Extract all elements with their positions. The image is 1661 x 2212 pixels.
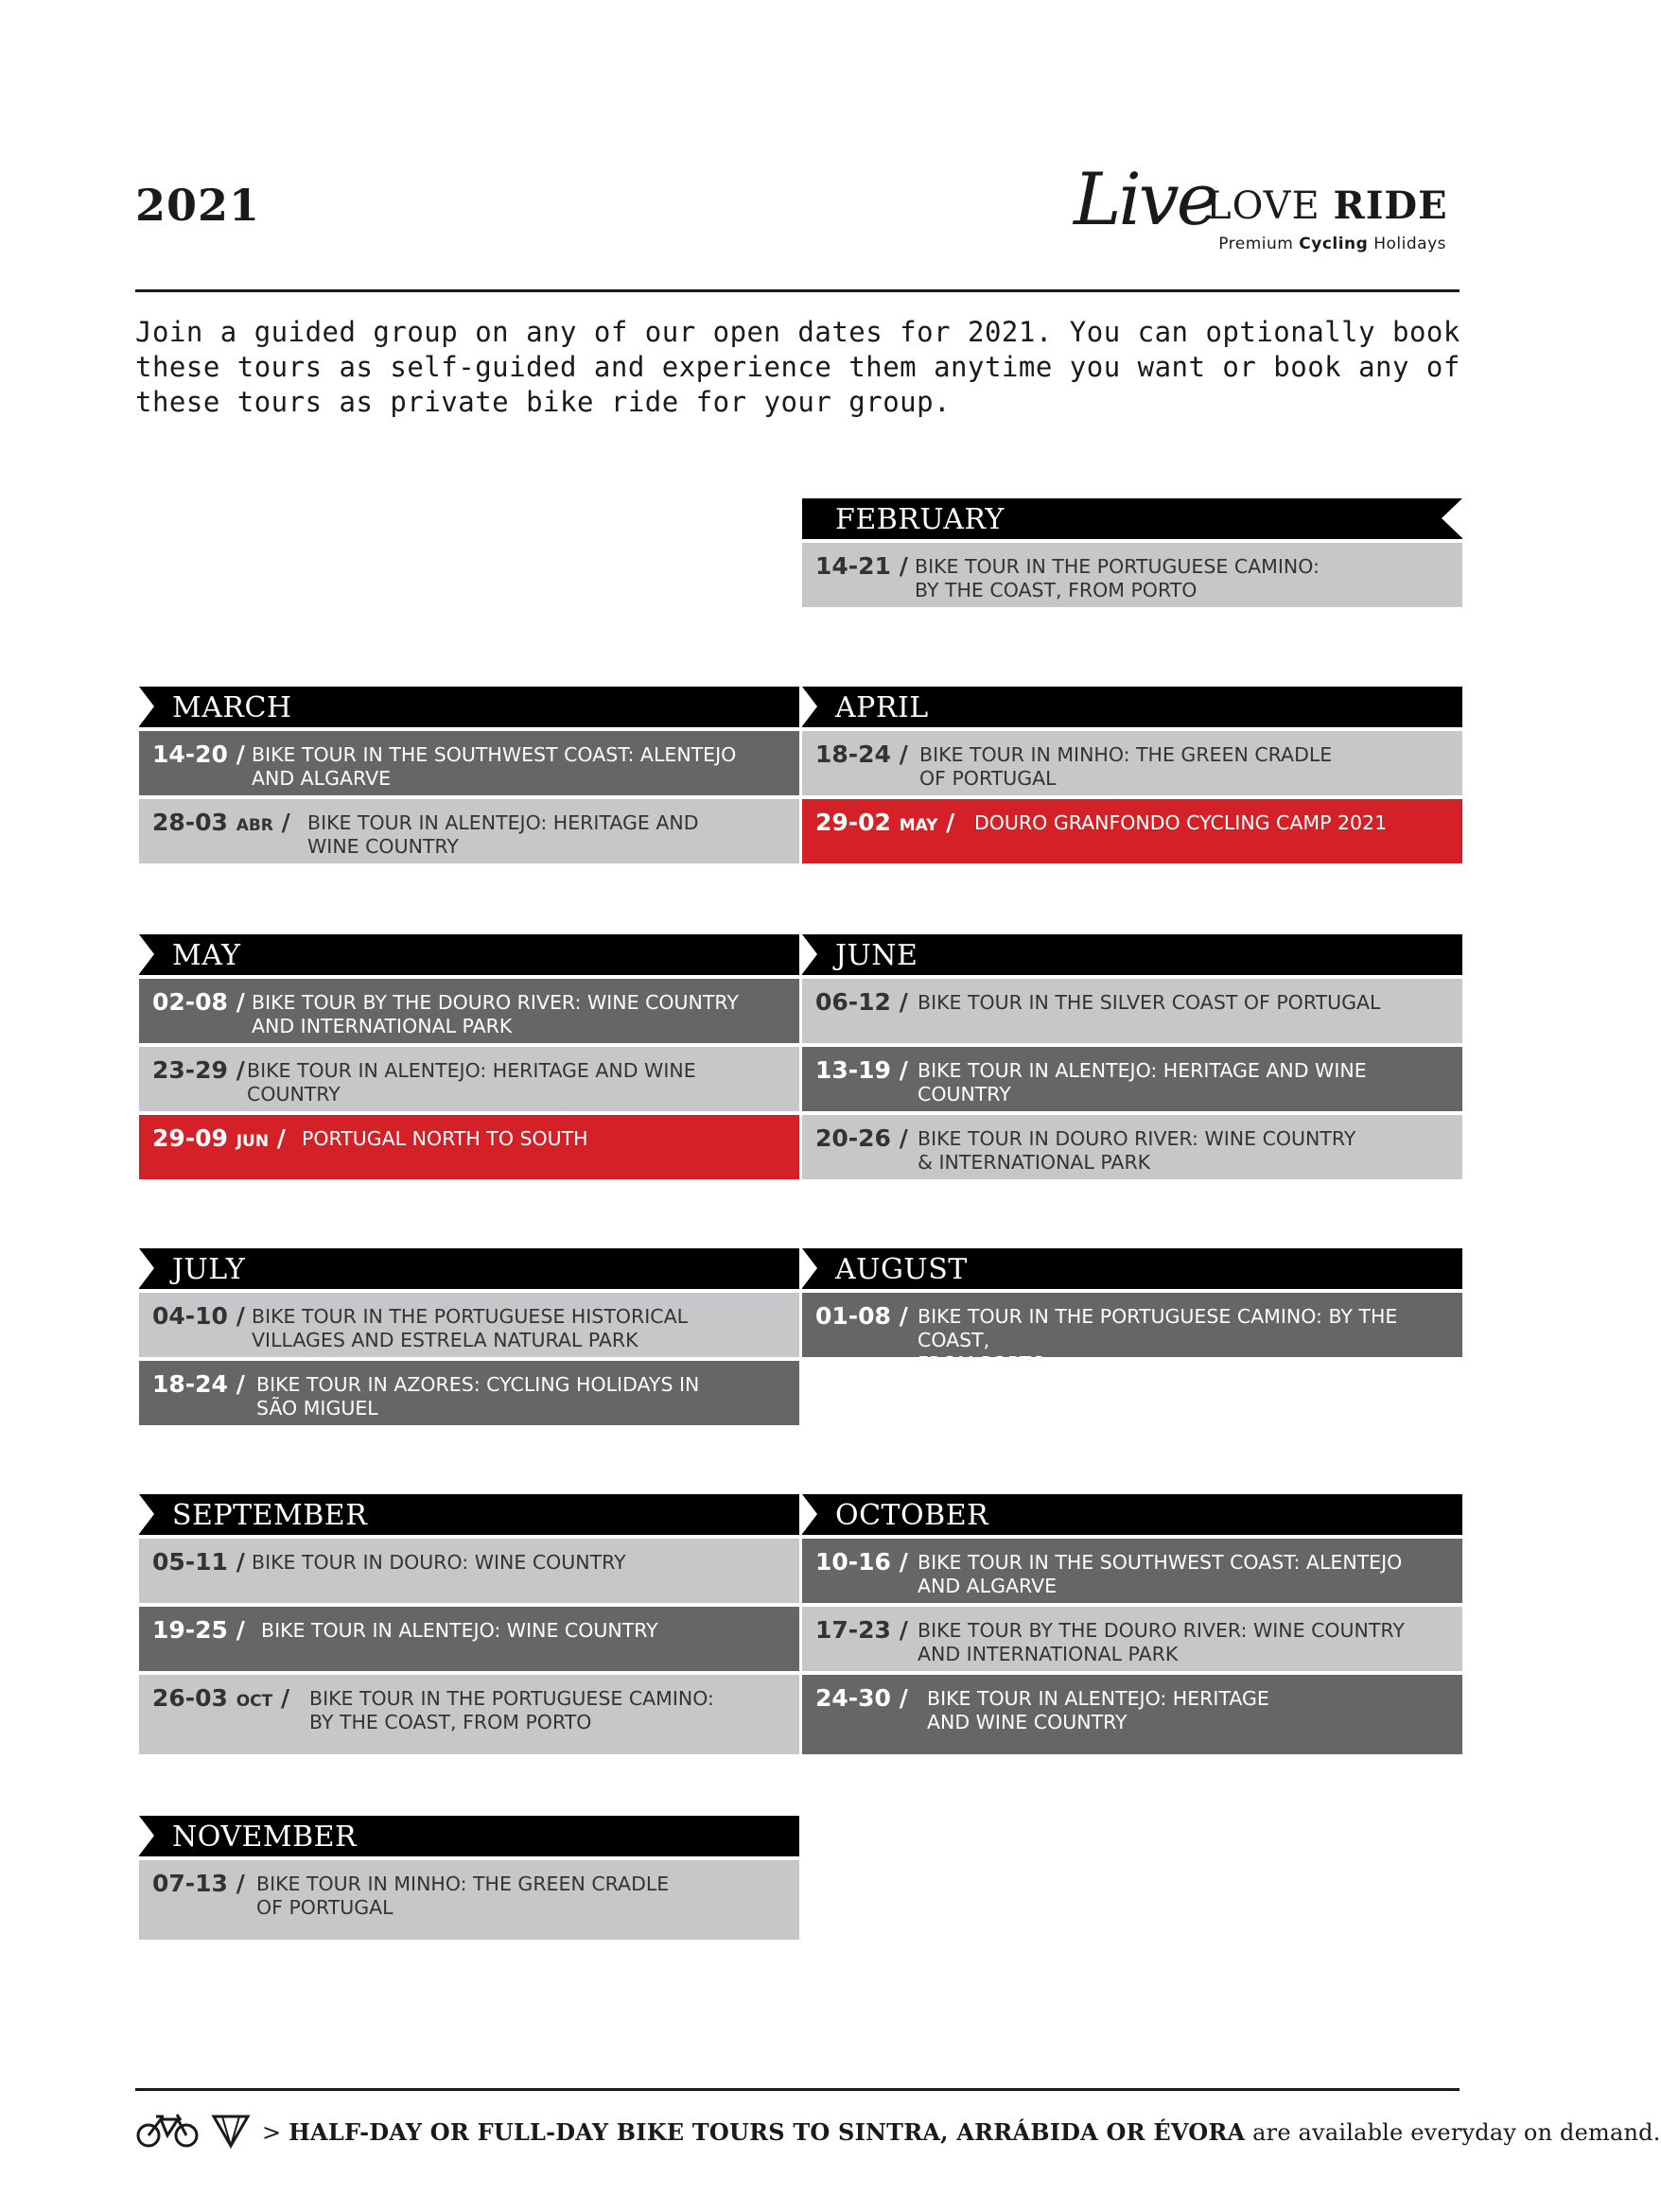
tour-row[interactable]: [802, 1047, 1462, 1111]
tour-dates: 18-24 /: [152, 1370, 245, 1398]
tour-row[interactable]: [139, 979, 799, 1043]
month-april: [802, 687, 1462, 863]
diamond-icon: [211, 2111, 251, 2152]
tour-dates: 01-08 /: [815, 1302, 908, 1330]
tour-dates: 24-30 /: [815, 1684, 908, 1712]
tour-row[interactable]: [802, 1539, 1462, 1603]
header-divider: [135, 289, 1460, 292]
tour-name: BIKE TOUR IN THE PORTUGUESE HISTORICAL VILLAGES AND ESTRELA NATURAL PARK: [252, 1305, 689, 1351]
footer-note: [135, 2111, 1661, 2152]
tour-name: BIKE TOUR IN THE PORTUGUESE CAMINO: BY THE COAST, FROM PORTO: [309, 1687, 714, 1733]
tour-dates: 18-24 /: [815, 740, 908, 768]
month-august: [802, 1248, 1462, 1375]
tour-name: BIKE TOUR BY THE DOURO RIVER: WINE COUNTRY AND INTERNATIONAL PARK: [918, 1619, 1405, 1665]
tour-name: BIKE TOUR IN AZORES: CYCLING HOLIDAYS IN SÃO MIGUEL: [256, 1373, 700, 1420]
month-header: JUNE: [802, 934, 1462, 975]
tour-dates: 02-08 /: [152, 988, 245, 1016]
tour-dates: 29-09 JUN /: [152, 1124, 286, 1152]
page-year: 2021: [135, 180, 261, 231]
tour-name: BIKE TOUR IN ALENTEJO: HERITAGE AND WINE COUNTRY: [247, 1059, 696, 1106]
tour-name: BIKE TOUR IN DOURO RIVER: WINE COUNTRY & INTERNATIONAL PARK: [918, 1127, 1356, 1174]
tour-row-featured[interactable]: [139, 1115, 799, 1179]
tour-row[interactable]: [139, 731, 799, 795]
tag-cycling: Cycling: [1299, 235, 1369, 253]
tour-row[interactable]: [802, 1675, 1462, 1754]
tour-dates: 04-10 /: [152, 1302, 245, 1330]
tour-dates: 23-29 /: [152, 1056, 245, 1084]
month-september: [139, 1494, 799, 1754]
month-header: JULY: [139, 1248, 799, 1289]
tour-row[interactable]: [139, 1047, 799, 1111]
tour-row[interactable]: [139, 1860, 799, 1940]
month-july: [139, 1248, 799, 1425]
logo-script: Live: [1074, 157, 1216, 241]
tour-name: BIKE TOUR IN MINHO: THE GREEN CRADLE OF PORTUGAL: [919, 743, 1333, 790]
tour-row[interactable]: [802, 1115, 1462, 1179]
tour-dates: 13-19 /: [815, 1056, 908, 1084]
tour-dates: 26-03 OCT /: [152, 1684, 290, 1712]
tour-row[interactable]: [139, 1293, 799, 1357]
tour-name: BIKE TOUR IN ALENTEJO: HERITAGE AND WINE COUNTRY: [918, 1059, 1367, 1106]
tour-name: DOURO GRANFONDO CYCLING CAMP 2021: [974, 811, 1388, 834]
tour-name: PORTUGAL NORTH TO SOUTH: [302, 1127, 588, 1150]
month-may: [139, 934, 799, 1179]
tag-holidays: Holidays: [1373, 235, 1446, 253]
month-header: OCTOBER: [802, 1494, 1462, 1535]
tour-name: BIKE TOUR IN ALENTEJO: HERITAGE AND WINE COUNTRY: [927, 1687, 1269, 1733]
tour-row[interactable]: [802, 1293, 1462, 1375]
tour-dates: 14-20 /: [152, 740, 245, 768]
tour-dates: 20-26 /: [815, 1124, 908, 1152]
month-header: AUGUST: [802, 1248, 1462, 1289]
tour-row[interactable]: [139, 799, 799, 863]
month-header: APRIL: [802, 687, 1462, 727]
month-header: FEBRUARY: [802, 498, 1462, 539]
bicycle-icon: [135, 2111, 200, 2152]
tour-row[interactable]: [139, 1675, 799, 1754]
tour-row[interactable]: [802, 731, 1462, 795]
logo-love: LOVE: [1206, 184, 1320, 228]
tour-dates: 14-21 /: [815, 552, 908, 580]
tour-dates: 10-16 /: [815, 1548, 908, 1576]
tour-row[interactable]: [139, 1539, 799, 1603]
month-march: [139, 687, 799, 863]
tour-row[interactable]: [802, 543, 1462, 607]
tour-row[interactable]: [802, 979, 1462, 1043]
tour-name: BIKE TOUR IN THE SOUTHWEST COAST: ALENTEJO AND ALGARVE: [918, 1551, 1403, 1597]
footer-divider: [135, 2088, 1460, 2091]
month-header: NOVEMBER: [139, 1816, 799, 1856]
tour-dates: 05-11 /: [152, 1548, 245, 1576]
tour-name: BIKE TOUR IN MINHO: THE GREEN CRADLE OF PORTUGAL: [256, 1872, 670, 1919]
tour-row[interactable]: [139, 1361, 799, 1425]
tour-row[interactable]: [802, 1607, 1462, 1671]
month-november: [139, 1816, 799, 1940]
tour-name: BIKE TOUR BY THE DOURO RIVER: WINE COUNTRY AND INTERNATIONAL PARK: [252, 991, 739, 1037]
tour-name: BIKE TOUR IN ALENTEJO: HERITAGE AND WINE COUNTRY: [307, 811, 699, 858]
month-header: MAY: [139, 934, 799, 975]
brand-logo: [1074, 159, 1452, 263]
tour-dates: 07-13 /: [152, 1870, 245, 1897]
footer-text: > HALF-DAY OR FULL-DAY BIKE TOURS TO SINTRA, ARRÁBIDA OR ÉVORA are available everyday on demand.: [262, 2117, 1661, 2146]
tour-name: BIKE TOUR IN THE SILVER COAST OF PORTUGAL: [918, 991, 1381, 1014]
month-header: SEPTEMBER: [139, 1494, 799, 1535]
tour-row[interactable]: [139, 1607, 799, 1671]
tour-dates: 28-03 ABR /: [152, 809, 290, 836]
month-october: [802, 1494, 1462, 1754]
tour-name: BIKE TOUR IN THE PORTUGUESE CAMINO: BY THE COAST, FROM PORTO: [918, 1305, 1398, 1375]
month-february: [802, 498, 1462, 607]
tour-dates: 17-23 /: [815, 1616, 908, 1644]
tour-name: BIKE TOUR IN THE PORTUGUESE CAMINO: BY THE COAST, FROM PORTO: [915, 555, 1320, 601]
tour-name: BIKE TOUR IN DOURO: WINE COUNTRY: [252, 1551, 626, 1574]
tag-premium: Premium: [1218, 235, 1294, 253]
tour-row-featured[interactable]: [802, 799, 1462, 863]
logo-brand: [1206, 183, 1448, 229]
tour-name: BIKE TOUR IN THE SOUTHWEST COAST: ALENTEJO AND ALGARVE: [252, 743, 737, 790]
month-june: [802, 934, 1462, 1179]
tour-name: BIKE TOUR IN ALENTEJO: WINE COUNTRY: [261, 1619, 658, 1642]
tour-dates: 06-12 /: [815, 988, 908, 1016]
month-header: MARCH: [139, 687, 799, 727]
logo-tagline: [1206, 235, 1446, 253]
logo-ride: RIDE: [1333, 183, 1448, 228]
tour-dates: 29-02 MAY /: [815, 809, 955, 836]
tour-dates: 19-25 /: [152, 1616, 245, 1644]
intro-paragraph: Join a guided group on any of our open dates for 2021. You can optionally book these tours as self-guided and experience them anytime you want or book any of these tours as private bike ride for your group.: [135, 316, 1460, 418]
